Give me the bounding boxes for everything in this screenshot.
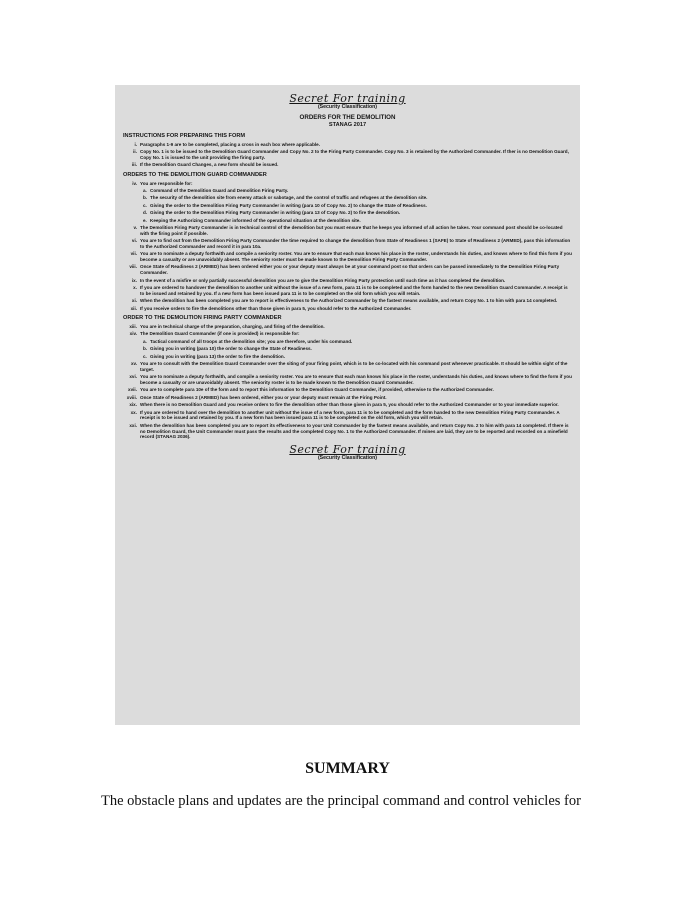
sub-item (123, 195, 572, 201)
form-title: ORDERS FOR THE DEMOLITION (299, 114, 396, 121)
sub-item (123, 339, 572, 345)
form-paragraph (123, 387, 572, 393)
paragraph-text: If the Demolition Guard Changes, a new form should be issued. (140, 162, 279, 168)
paragraph-text: You are to nominate a deputy forthwith and compile a seniority roster. You are to ensure that each man knows his place in the roster, understands his duties, and knows where to find this form if you become a casualty or are unavoidably absent. The seniority roster must be made known to the Demolition Firing Party Commander. (140, 251, 572, 263)
paragraph-text: Paragraphs 1-9 are to be completed, placing a cross in each box where applicable. (140, 141, 320, 147)
form-paragraph (123, 306, 572, 312)
paragraph-text: You are to find out from the Demolition Firing Party Commander the time required to change the demolition from State of Readiness 1 (SAFE) to State of Readiness 2 (ARMED), pass this information to the Authorized Commander and record it in para 10a. (140, 238, 571, 249)
sub-item-text: Giving you in writing (para 13) the order to fire the demolition. (150, 353, 286, 359)
paragraph-text: You are to complete para 10e of the form and to report this information to the Demolition Guard Commander, if provided, otherwise to the Authorized Commander. (140, 387, 494, 393)
sub-item-letter: e. (143, 217, 147, 223)
paragraph-number: xii. (130, 305, 137, 311)
sub-item (123, 210, 572, 216)
scanned-form-image (115, 85, 580, 725)
sub-item (123, 218, 572, 224)
form-paragraph (123, 278, 572, 284)
paragraph-number: xix. (129, 402, 137, 408)
form-paragraph (123, 264, 572, 276)
paragraph-number: viii. (129, 264, 137, 270)
paragraph-text: The Demolition Guard Commander (if one is provided) is responsible for: (140, 331, 300, 337)
paragraph-number: xxi. (129, 422, 137, 428)
sub-item (123, 354, 572, 360)
form-paragraph (123, 251, 572, 263)
form-paragraph (123, 324, 572, 330)
security-classification-label-bottom: (Security Classification) (317, 455, 378, 462)
section-heading: ORDER TO THE DEMOLITION FIRING PARTY COMMANDER (123, 315, 282, 322)
paragraph-number: xvii. (128, 387, 137, 393)
form-paragraph (123, 331, 572, 337)
stanag-number: STANAG 2017 (328, 122, 367, 128)
paragraph-text: When the demolition has been completed you are to report its effectiveness to your Unit Commander by the fastest means available, and return Copy No. 2 to him with para 14 completed. If there is no Demolition Guard, the Unit Commander must pass the results and the completed Copy No. 1 to the Authorized Commander. If mines are laid, they are to be reported and recorded on a minefield record (STANAG 2036). (140, 422, 569, 440)
sub-item-text: Command of the Demolition Guard and Demolition Firing Party. (150, 187, 289, 193)
summary-heading: SUMMARY (305, 760, 390, 777)
section-heading: INSTRUCTIONS FOR PREPARING THIS FORM (123, 133, 246, 139)
paragraph-text: If you receive orders to fire the demolitions other than those given in para 5, you should refer to the Authorized Commander. (140, 305, 412, 311)
paragraph-number: i. (134, 141, 137, 147)
paragraph-number: xv. (130, 360, 137, 366)
form-paragraph (123, 181, 572, 187)
paragraph-text: You are responsible for: (140, 180, 193, 186)
form-paragraph (123, 423, 572, 440)
sub-item-text: The security of the demolition site from enemy attack or sabotage, and the control of traffic and refugees at the demolition site. (150, 195, 428, 201)
form-paragraph (123, 374, 572, 386)
paragraph-number: xiv. (129, 331, 137, 337)
form-paragraph (123, 361, 572, 373)
sub-item (123, 188, 572, 194)
sub-item (123, 346, 572, 352)
paragraph-number: xiii. (129, 324, 137, 330)
form-paragraph (123, 238, 572, 250)
form-paragraph (123, 225, 572, 237)
sub-item-text: Giving you in writing (para 10) the order to change the State of Readiness. (150, 346, 312, 352)
sub-item (123, 203, 572, 209)
form-sections (123, 133, 572, 440)
form-paragraph (123, 149, 572, 161)
handwritten-classification-top: Secret For training (289, 92, 406, 105)
paragraph-number: iv. (132, 180, 137, 186)
form-paragraph (123, 142, 572, 148)
form-paragraph (123, 395, 572, 401)
sub-item-letter: d. (143, 210, 148, 216)
paragraph-number: iii. (131, 162, 137, 168)
paragraph-number: ix. (131, 277, 137, 283)
body-paragraph: The obstacle plans and updates are the principal command and control vehicles for (101, 793, 581, 809)
form-paragraph (123, 402, 572, 408)
paragraph-number: x. (133, 285, 137, 291)
paragraph-text: In the event of a misfire or only partially successful demolition you are to give the Demolition Firing Party protection until such time as it has completed the demolition. (140, 277, 506, 283)
paragraph-number: vi. (131, 238, 137, 244)
paragraph-text: Once State of Readiness 2 (ARMED) has been ordered, either you or your deputy must remain at the Firing Point. (140, 394, 387, 400)
paragraph-text: When there is no Demolition Guard and you receive orders to fire the demolition other than those given in para 5, you should refer to the Authorized Commander or to your immediate superior. (140, 402, 559, 408)
form-paragraph (123, 285, 572, 297)
paragraph-text: The Demolition Firing Party Commander is in technical control of the demolition but you must ensure that he keeps you informed of all action he takes. Your command post should be co-located with the firing point if possible. (140, 224, 563, 236)
paragraph-number: xi. (131, 298, 137, 304)
paragraph-number: v. (133, 224, 137, 230)
security-classification-label-top: (Security Classification) (317, 104, 378, 110)
sub-item-text: Tactical command of all troops at the demolition site; you are therefore, under his command. (150, 338, 353, 344)
paragraph-text: You are to nominate a deputy forthwith, and compile a seniority roster. You are to ensure that each man knows his place in the roster, understands his duties, and knows where to find the form if you become a casualty or are unavoidably absent. The seniority roster is to be made known to the Demolition Guard Commander. (140, 374, 572, 385)
sub-item-letter: c. (143, 353, 147, 359)
sub-item-text: Giving the order to the Demolition Firing Party Commander in writing (para 10 of Copy No. 2) to change the State of Readiness. (150, 202, 427, 208)
paragraph-text: If you are ordered to hand over the demolition to another unit without the issue of a new form, para 11 is to be completed and the form handed to the new Demolition Firing Party Commander. A receipt is to be issued and retained by you. If a new form has been issued para 11 is to be completed on the old form, which you will retain. (140, 409, 560, 421)
form-paragraph (123, 410, 572, 422)
handwritten-classification-bottom: Secret For training (289, 443, 406, 457)
sub-item-text: Keeping the Authorizing Commander informed of the operational situation at the demolition site. (150, 217, 361, 223)
form-paragraph (123, 298, 572, 304)
paragraph-text: If you are ordered to handover the demolition to another unit without the issue of a new form, para 11 is to be completed and the form handed to the new Demolition Guard Commander. A receipt is to be issued and retained by you. If a new form has been issued para 11 is to be completed on the old form which you will retain. (140, 285, 568, 296)
paragraph-number: xx. (130, 409, 137, 415)
sub-item-letter: c. (143, 202, 147, 208)
sub-item-letter: b. (143, 346, 148, 352)
paragraph-text: When the demolition has been completed you are to report is effectiveness to the Authorized Commander by the fastest means available, and return Copy No. 1 to him with para 14 completed. (140, 298, 558, 304)
paragraph-number: ii. (133, 148, 137, 154)
sub-item-text: Giving the order to the Demolition Firing Party Commander in writing (para 13 of Copy No. 2) to fire the demolition. (150, 210, 401, 216)
paragraph-text: You are in technical charge of the preparation, charging, and firing of the demolition. (140, 324, 325, 330)
paragraph-number: xviii. (126, 394, 137, 400)
section-heading: ORDERS TO THE DEMOLITION GUARD COMMANDER (123, 171, 267, 178)
paragraph-text: Copy No. 1 is to be issued to the Demolition Guard Commander and Copy No. 2 to the Firing Party Commander. Copy No. 3 is retained by the Authorized Commander. If ther is no Demolition Guard, Copy No. 1 is issued to the unit providing the firing party. (140, 148, 569, 160)
paragraph-text: You are to consult with the Demolition Guard Commander over the siting of your firing point, which is to be co-located with his command post whenever practicable. It should be within sight of the target. (140, 360, 568, 372)
paragraph-text: Once State of Readiness 2 (ARMED) has been ordered either you or your deputy must always be at your command post so that orders can be passed immediately to the Demolition Firing Party Commander. (140, 264, 560, 276)
paragraph-number: vii. (130, 251, 137, 257)
paragraph-number: xvi. (129, 374, 137, 380)
sub-item-letter: a. (143, 187, 147, 193)
sub-item-letter: b. (143, 195, 148, 201)
sub-item-letter: a. (143, 338, 147, 344)
form-paragraph (123, 162, 572, 168)
